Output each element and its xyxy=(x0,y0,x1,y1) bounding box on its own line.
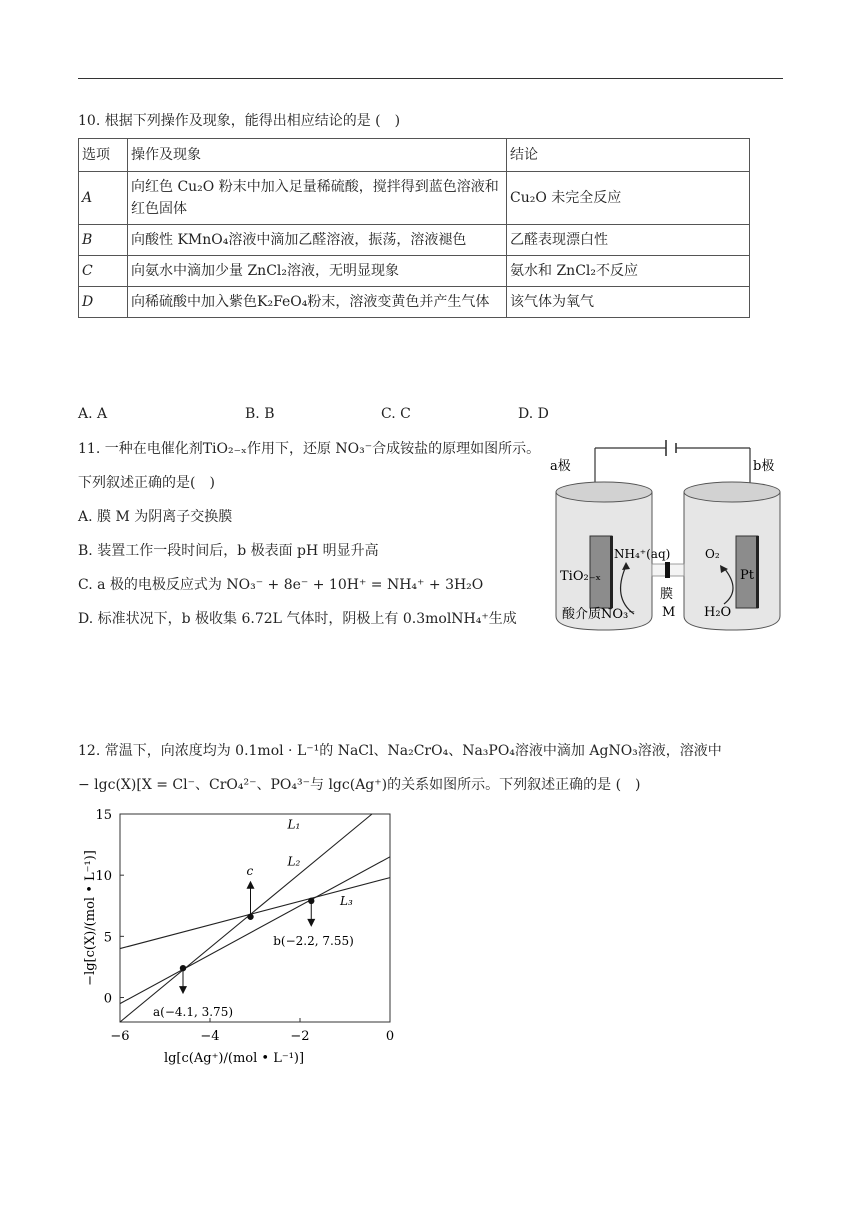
q11-stem-1: 11. 一种在电催化剂TiO₂₋ₓ作用下，还原 NO₃⁻合成铵盐的原理如图所示。 xyxy=(78,441,541,457)
top-rule xyxy=(78,78,783,79)
label-a: a(−4.1, 3.75) xyxy=(153,1005,234,1020)
arrow-a-head xyxy=(179,986,187,994)
right-beaker xyxy=(684,492,780,630)
b-pole-label: b极 xyxy=(753,459,775,474)
o2-label: O₂ xyxy=(705,547,720,561)
y-tick-label: 15 xyxy=(95,808,112,823)
table-row xyxy=(79,287,750,318)
q10-option-b: B. B xyxy=(245,406,275,422)
header-option: 选项 xyxy=(79,139,128,172)
line-label: L₁ xyxy=(287,817,301,832)
line-label: L₃ xyxy=(340,894,353,909)
q12-stem-2: − lgc(X)[X = Cl⁻、CrO₄²⁻、PO₄³⁻与 lgc(Ag⁺)的关系如图所示。下列叙述正确的是 ( ) xyxy=(78,777,641,793)
y-axis-label: −lg[c(X)/(mol • L⁻¹)] xyxy=(83,850,98,986)
x-tick-label: 0 xyxy=(385,1029,395,1044)
series-line xyxy=(120,814,372,1022)
q11-option-d: D. 标准状况下，b 极收集 6.72L 气体时，阴极上有 0.3molNH₄⁺生成 xyxy=(78,611,517,627)
q10-stem: 10. 根据下列操作及现象，能得出相应结论的是 ( ) xyxy=(78,113,401,129)
q11-option-a: A. 膜 M 为阴离子交换膜 xyxy=(78,509,233,525)
q12-stem-1: 12. 常温下，向浓度均为 0.1mol · L⁻¹的 NaCl、Na₂CrO₄、Na₃PO₄溶液中滴加 AgNO₃溶液，溶液中 xyxy=(78,743,722,759)
x-tick-label: −2 xyxy=(290,1029,310,1044)
y-tick-label: 5 xyxy=(103,930,112,946)
q10-table xyxy=(78,138,750,318)
medium-label: 酸介质NO₃⁻ xyxy=(562,607,636,622)
table-row xyxy=(79,256,750,287)
tio2-label: TiO₂₋ₓ xyxy=(560,569,602,584)
series-line xyxy=(120,857,390,1004)
row-conclusion: 氨水和 ZnCl₂不反应 xyxy=(507,256,750,287)
y-tick-label: 0 xyxy=(103,991,112,1007)
table-header-row xyxy=(79,139,750,172)
q10-option-c: C. C xyxy=(381,406,411,422)
membrane-m-label: M xyxy=(662,605,676,620)
membrane-m xyxy=(665,562,670,578)
header-conclusion: 结论 xyxy=(507,139,750,172)
table-row xyxy=(79,225,750,256)
arrow-c-head xyxy=(247,881,255,889)
q10-option-a: A. A xyxy=(78,406,108,422)
row-operation: 向稀硫酸中加入紫色K₂FeO₄粉末，溶液变黄色并产生气体 xyxy=(128,287,507,318)
right-beaker-rim xyxy=(684,482,780,502)
label-b: b(−2.2, 7.55) xyxy=(273,933,354,948)
label-c: c xyxy=(246,863,254,878)
arrow-b-head xyxy=(307,919,315,927)
row-option: D xyxy=(79,287,128,318)
row-option: B xyxy=(79,225,128,256)
left-beaker-rim xyxy=(556,482,652,502)
line-label: L₂ xyxy=(287,854,301,869)
membrane-label: 膜 xyxy=(660,587,674,602)
row-conclusion: 该气体为氧气 xyxy=(507,287,750,318)
row-operation: 向红色 Cu₂O 粉末中加入足量稀硫酸，搅拌得到蓝色溶液和红色固体 xyxy=(128,172,507,225)
row-option: C xyxy=(79,256,128,287)
row-operation: 向氨水中滴加少量 ZnCl₂溶液，无明显现象 xyxy=(128,256,507,287)
x-axis-label: lg[c(Ag⁺)/(mol • L⁻¹)] xyxy=(163,1051,305,1066)
row-conclusion: Cu₂O 未完全反应 xyxy=(507,172,750,225)
plot-frame xyxy=(120,814,390,1022)
x-tick-label: −4 xyxy=(200,1029,220,1044)
q10-option-d: D. D xyxy=(518,406,549,422)
nh4-label: NH₄⁺(aq) xyxy=(614,547,671,561)
row-operation: 向酸性 KMnO₄溶液中滴加乙醛溶液，振荡，溶液褪色 xyxy=(128,225,507,256)
pt-label: Pt xyxy=(740,568,754,583)
tio2-electrode-edge xyxy=(610,536,613,608)
pt-electrode-edge xyxy=(756,536,759,608)
header-operation: 操作及现象 xyxy=(128,139,507,172)
electrolysis-diagram xyxy=(548,438,788,634)
a-pole-label: a极 xyxy=(550,459,571,474)
q11-option-b: B. 装置工作一段时间后，b 极表面 pH 明显升高 xyxy=(78,543,379,559)
h2o-label: H₂O xyxy=(704,605,732,620)
x-tick-label: −6 xyxy=(110,1029,130,1044)
q12-chart xyxy=(78,800,408,1070)
q11-option-c: C. a 极的电极反应式为 NO₃⁻ + 8e⁻ + 10H⁺ = NH₄⁺ + 3H₂O xyxy=(78,577,484,593)
table-row xyxy=(79,172,750,225)
row-option: A xyxy=(79,172,128,225)
q11-stem-2: 下列叙述正确的是( ) xyxy=(78,475,215,491)
row-conclusion: 乙醛表现漂白性 xyxy=(507,225,750,256)
y-tick-label: 10 xyxy=(95,869,112,885)
